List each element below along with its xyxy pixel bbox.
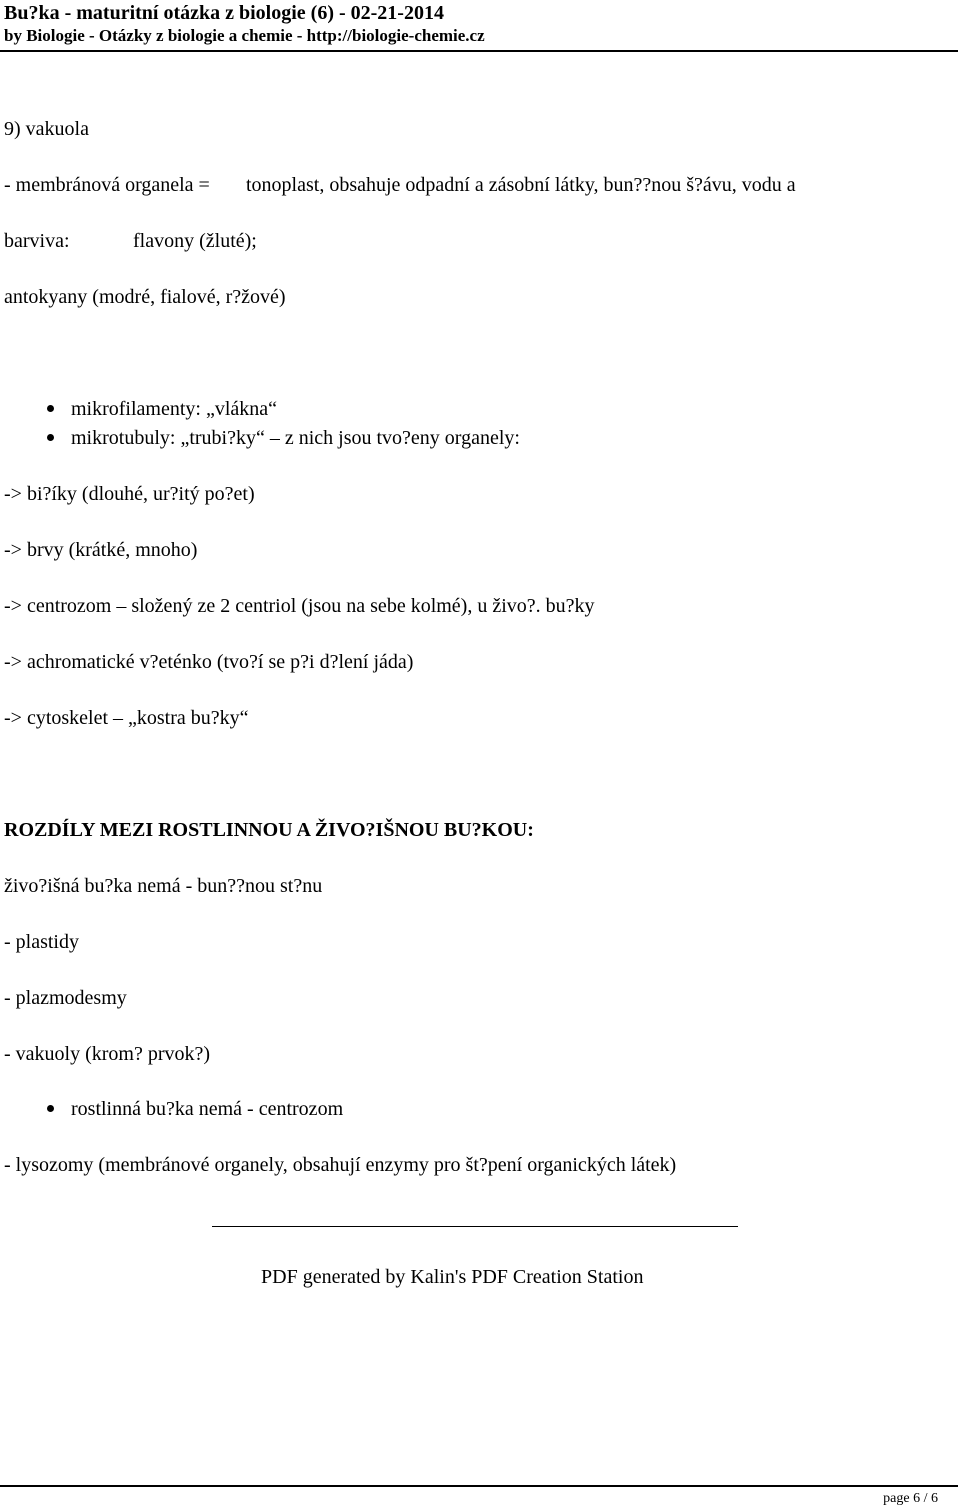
- generator-credit: PDF generated by Kalin's PDF Creation Station: [261, 1266, 644, 1288]
- text-membranova-organela: - membránová organela =: [4, 174, 210, 196]
- list-item: mikrotubuly: „trubi?ky“ – z nich jsou tvo?eny organely:: [71, 427, 520, 449]
- text-arrow-line: -> brvy (krátké, mnoho): [4, 539, 198, 561]
- bullet-dot-icon: [47, 434, 54, 441]
- text-arrow-line: -> centrozom – složený ze 2 centriol (jsou na sebe kolmé), u živo?. bu?ky: [4, 595, 595, 617]
- bullet-dot-icon: [47, 405, 54, 412]
- document-title: Bu?ka - maturitní otázka z biologie (6) - 02-21-2014: [4, 2, 444, 24]
- text-lysozomy: - lysozomy (membránové organely, obsahují enzymy pro št?pení organických látek): [4, 1154, 677, 1176]
- text-dash-line: - plastidy: [4, 931, 79, 953]
- text-arrow-line: -> cytoskelet – „kostra bu?ky“: [4, 707, 249, 729]
- footer-separator: [212, 1226, 738, 1227]
- footer-divider: [0, 1485, 958, 1487]
- text-arrow-line: -> achromatické v?eténko (tvo?í se p?i d?lení jáda): [4, 651, 414, 673]
- text-antokyany: antokyany (modré, fialové, r?žové): [4, 286, 286, 308]
- text-dash-line: - plazmodesmy: [4, 987, 127, 1009]
- text-barviva-label: barviva:: [4, 230, 70, 252]
- document-source: by Biologie - Otázky z biologie a chemie - http://biologie-chemie.cz: [4, 26, 485, 45]
- text-membranova-organela-rest: tonoplast, obsahuje odpadní a zásobní látky, bun??nou š?ávu, vodu a: [246, 174, 796, 196]
- text-zivocisna: živo?išná bu?ka nemá - bun??nou st?nu: [4, 875, 323, 897]
- text-dash-line: - vakuoly (krom? prvok?): [4, 1043, 211, 1065]
- bullet-dot-icon: [47, 1105, 54, 1112]
- text-arrow-line: -> bi?íky (dlouhé, ur?itý po?et): [4, 483, 255, 505]
- list-item: mikrofilamenty: „vlákna“: [71, 398, 278, 420]
- list-item: rostlinná bu?ka nemá - centrozom: [71, 1098, 344, 1120]
- text-barviva-value: flavony (žluté);: [133, 230, 257, 252]
- header-divider: [0, 50, 958, 52]
- section-heading-vakuola: 9) vakuola: [4, 118, 89, 140]
- page-number: page 6 / 6: [883, 1491, 938, 1506]
- section-heading-rozdily: ROZDÍLY MEZI ROSTLINNOU A ŽIVO?IŠNOU BU?KOU:: [4, 819, 534, 841]
